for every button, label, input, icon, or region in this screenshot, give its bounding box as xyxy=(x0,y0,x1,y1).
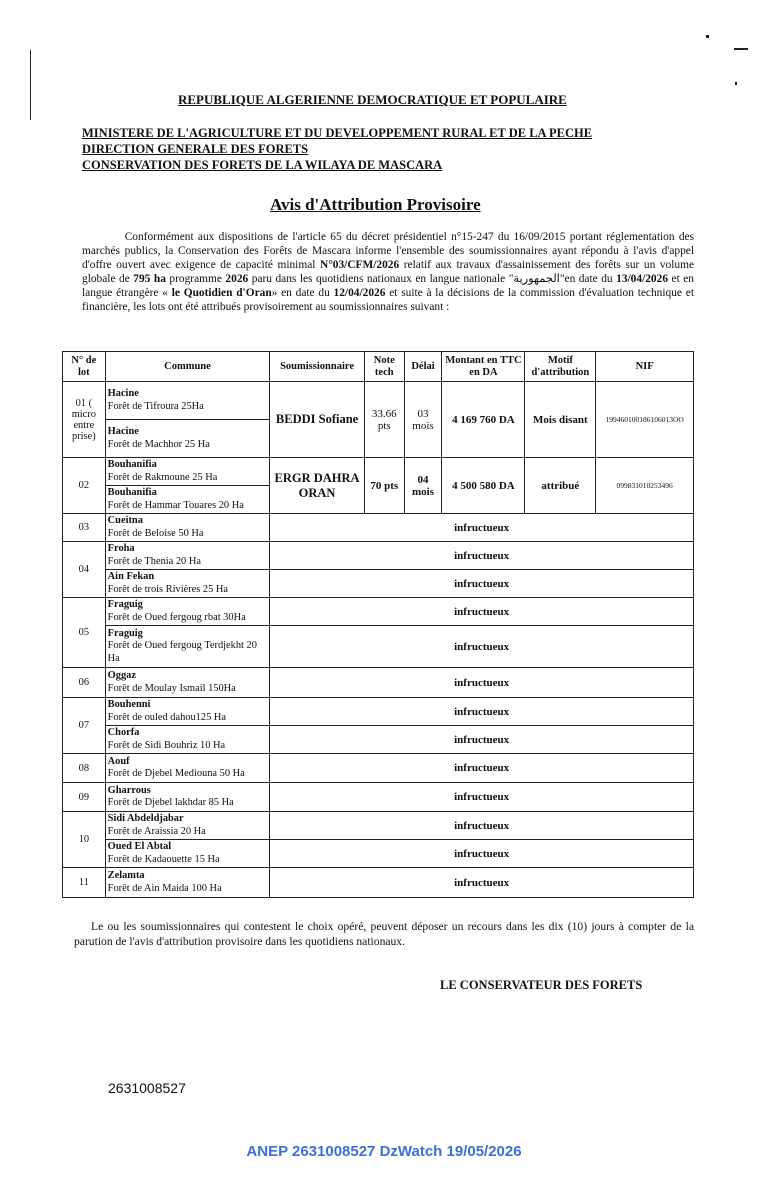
commune-cell xyxy=(105,812,270,840)
tech-score: 70 pts xyxy=(364,458,404,514)
table-row xyxy=(63,570,694,598)
foreign-newspaper: le Quotidien d'Oran xyxy=(171,287,272,300)
status-infructueux: infructueux xyxy=(270,783,694,812)
attribution-table xyxy=(62,351,694,898)
status-infructueux: infructueux xyxy=(270,812,694,840)
status-infructueux: infructueux xyxy=(270,698,694,726)
program-year: 2026 xyxy=(225,273,249,286)
forest-name: Forêt de Thenia 20 Ha xyxy=(107,555,201,567)
conservation-heading: CONSERVATION DES FORETS DE LA WILAYA DE MASCARA xyxy=(82,158,443,172)
commune-name: Ain Fekan xyxy=(107,571,155,582)
lot-number: 01 ( micro entre prise) xyxy=(63,382,106,458)
commune-name: Froha xyxy=(107,543,135,554)
commune-name: Bouhanifia xyxy=(107,487,157,498)
lot-number: 03 xyxy=(63,514,106,542)
commune-cell xyxy=(105,542,270,570)
commune-cell xyxy=(105,486,270,514)
commune-cell xyxy=(105,783,270,812)
commune-cell xyxy=(105,626,270,668)
status-infructueux: infructueux xyxy=(270,626,694,668)
intro-text: et suite à la décisions de la commission d'évaluation technique et financière, les lots ont été attribués provisoirement au soumissionnaires suivant : xyxy=(82,287,694,314)
intro-text: Conformément aux dispositions de l'article 65 du décret présidentiel n°15-247 du 16/09/2015 portant réglementation des marchés publics, la Conservation des Forêts de Mascara informe l'ensemble des soumissionnaires ayant répondu à l'avis d'appel d'offre ouvert avec exigence de capacité minimal xyxy=(82,231,695,272)
table-row xyxy=(63,840,694,868)
forest-name: Forêt de Moulay Ismail 150Ha xyxy=(107,682,236,694)
commune-name: Fraguig xyxy=(107,599,143,610)
forest-name: Forêt de trois Rivières 25 Ha xyxy=(107,583,229,595)
header-nif: NIF xyxy=(596,352,694,382)
commune-cell xyxy=(105,598,270,626)
intro-paragraph xyxy=(82,230,694,315)
table-row xyxy=(63,868,694,898)
table-row xyxy=(63,726,694,754)
republic-heading: REPUBLIQUE ALGERIENNE DEMOCRATIQUE ET POPULAIRE xyxy=(178,92,567,107)
lot-number: 04 xyxy=(63,542,106,598)
footer-watermark: ANEP 2631008527 DzWatch 19/05/2026 xyxy=(246,1143,522,1160)
table-row xyxy=(63,626,694,668)
forest-name: Forêt de Djebel Mediouna 50 Ha xyxy=(107,768,245,779)
commune-cell xyxy=(105,420,270,458)
closing-paragraph xyxy=(74,920,694,949)
table-row xyxy=(63,598,694,626)
table-row xyxy=(63,698,694,726)
forest-name: Forêt de Hammar Touares 20 Ha xyxy=(107,499,244,511)
table-row xyxy=(63,458,694,486)
commune-cell xyxy=(105,458,270,486)
commune-cell xyxy=(105,668,270,698)
signature-line: LE CONSERVATEUR DES FORETS xyxy=(440,978,643,992)
commune-cell xyxy=(105,840,270,868)
intro-text: programme xyxy=(165,273,226,286)
volume: 795 ha xyxy=(133,273,166,286)
lot-number: 08 xyxy=(63,754,106,783)
status-infructueux: infructueux xyxy=(270,570,694,598)
header-commune: Commune xyxy=(105,352,270,382)
forest-name: Forêt de Rakmoune 25 Ha xyxy=(107,471,218,483)
commune-cell xyxy=(105,726,270,754)
table-header-row xyxy=(63,352,694,382)
forest-name: Forêt de Oued fergoug rbat 30Ha xyxy=(107,611,246,623)
delay: 04 mois xyxy=(404,458,442,514)
forest-name: Forêt de Sidi Bouhriz 10 Ha xyxy=(107,739,226,751)
table-row xyxy=(63,668,694,698)
commune-name: Hacine xyxy=(107,426,139,437)
table-row xyxy=(63,514,694,542)
forest-name: Forêt de Araissia 20 Ha xyxy=(107,825,206,837)
commune-cell xyxy=(105,754,270,783)
nif-number: 199460100186106013OO xyxy=(596,382,694,458)
lot-number: 07 xyxy=(63,698,106,754)
lot-number: 02 xyxy=(63,458,106,514)
lot-number: 06 xyxy=(63,668,106,698)
scan-mark xyxy=(30,50,31,120)
status-infructueux: infructueux xyxy=(270,542,694,570)
forest-name: Forêt de Tifroura 25Ha xyxy=(107,400,204,412)
commune-name: Chorfa xyxy=(107,727,140,738)
forest-name: Forêt de Beloise 50 Ha xyxy=(107,527,204,539)
notice-title: Avis d'Attribution Provisoire xyxy=(270,195,481,214)
bidder-name: BEDDI Sofiane xyxy=(270,382,365,458)
commune-cell xyxy=(105,382,270,420)
publication-date-arabic: 13/04/2026 xyxy=(616,273,669,286)
attribution-reason: attribué xyxy=(525,458,596,514)
intro-text: et en langue étrangère « xyxy=(82,273,695,300)
intro-text: paru dans les quotidiens nationaux en langue nationale " xyxy=(248,273,514,286)
tech-score: 33.66 pts xyxy=(364,382,404,458)
intro-text: » en date du xyxy=(271,287,334,300)
status-infructueux: infructueux xyxy=(270,840,694,868)
commune-name: Cueitna xyxy=(107,515,143,526)
scan-mark xyxy=(734,48,748,50)
delay: 03 mois xyxy=(404,382,442,458)
status-infructueux: infructueux xyxy=(270,726,694,754)
commune-cell xyxy=(105,698,270,726)
commune-name: Fraguig xyxy=(107,627,143,639)
intro-text: "en date du xyxy=(559,273,617,286)
status-infructueux: infructueux xyxy=(270,668,694,698)
status-infructueux: infructueux xyxy=(270,868,694,898)
commune-cell xyxy=(105,868,270,898)
publication-date-foreign: 12/04/2026 xyxy=(333,287,386,300)
commune-name: Bouhanifia xyxy=(107,459,157,470)
attribution-reason: Mois disant xyxy=(525,382,596,458)
amount: 4 500 580 DA xyxy=(442,458,525,514)
forest-name: Forêt de Ain Maida 100 Ha xyxy=(107,882,222,894)
commune-name: Oggaz xyxy=(107,670,136,681)
table-row xyxy=(63,812,694,840)
status-infructueux: infructueux xyxy=(270,754,694,783)
header-soumissionnaire: Soumissionnaire xyxy=(270,352,365,382)
header-motif: Motif d'attribution xyxy=(525,352,596,382)
commune-cell xyxy=(105,570,270,598)
scan-mark xyxy=(706,35,709,38)
forest-name: Forêt de Oued fergoug Terdjekht 20 Ha xyxy=(107,640,257,664)
lot-number: 10 xyxy=(63,812,106,868)
intro-text: relatif aux travaux d'assainissement des forêts sur un volume globale de xyxy=(82,259,694,286)
lot-number: 11 xyxy=(63,868,106,898)
table-row xyxy=(63,783,694,812)
forest-name: Forêt de Djebel lakhdar 85 Ha xyxy=(107,797,234,808)
direction-heading: DIRECTION GENERALE DES FORETS xyxy=(82,142,309,156)
amount: 4 169 760 DA xyxy=(442,382,525,458)
table-row xyxy=(63,754,694,783)
commune-name: Aouf xyxy=(107,755,130,767)
ministry-heading: MINISTERE DE L'AGRICULTURE ET DU DEVELOPPEMENT RURAL ET DE LA PECHE xyxy=(82,126,593,140)
commune-name: Bouhenni xyxy=(107,699,151,710)
status-infructueux: infructueux xyxy=(270,514,694,542)
commune-name: Sidi Abdeldjabar xyxy=(107,813,184,824)
table-row xyxy=(63,382,694,420)
commune-name: Oued El Abtal xyxy=(107,841,172,852)
forest-name: Forêt de Machhor 25 Ha xyxy=(107,438,210,450)
table-row xyxy=(63,542,694,570)
header-delai: Délai xyxy=(404,352,442,382)
commune-name: Hacine xyxy=(107,388,139,399)
lot-number: 05 xyxy=(63,598,106,668)
commune-cell xyxy=(105,514,270,542)
commune-name: Zelamta xyxy=(107,870,145,881)
bidder-name: ERGR DAHRA ORAN xyxy=(270,458,365,514)
header-note: Note tech xyxy=(364,352,404,382)
reference-number: 2631008527 xyxy=(108,1080,186,1096)
scan-mark xyxy=(735,82,737,85)
commune-name: Gharrous xyxy=(107,784,151,796)
arabic-newspaper: الجمهورية xyxy=(513,273,560,286)
tender-reference: N°03/CFM/2026 xyxy=(319,259,400,272)
lot-number: 09 xyxy=(63,783,106,812)
header-lot: N° de lot xyxy=(63,352,106,382)
forest-name: Forêt de ouled dahou125 Ha xyxy=(107,711,226,723)
forest-name: Forêt de Kadaouette 15 Ha xyxy=(107,853,220,865)
closing-text: Le ou les soumissionnaires qui contestent le choix opéré, peuvent déposer un recours dans les dix (10) jours à compter de la parution de l'avis d'attribution provisoire dans les quotidiens nationaux. xyxy=(74,920,694,948)
header-montant: Montant en TTC en DA xyxy=(442,352,525,382)
nif-number: 099831010253496 xyxy=(596,458,694,514)
status-infructueux: infructueux xyxy=(270,598,694,626)
